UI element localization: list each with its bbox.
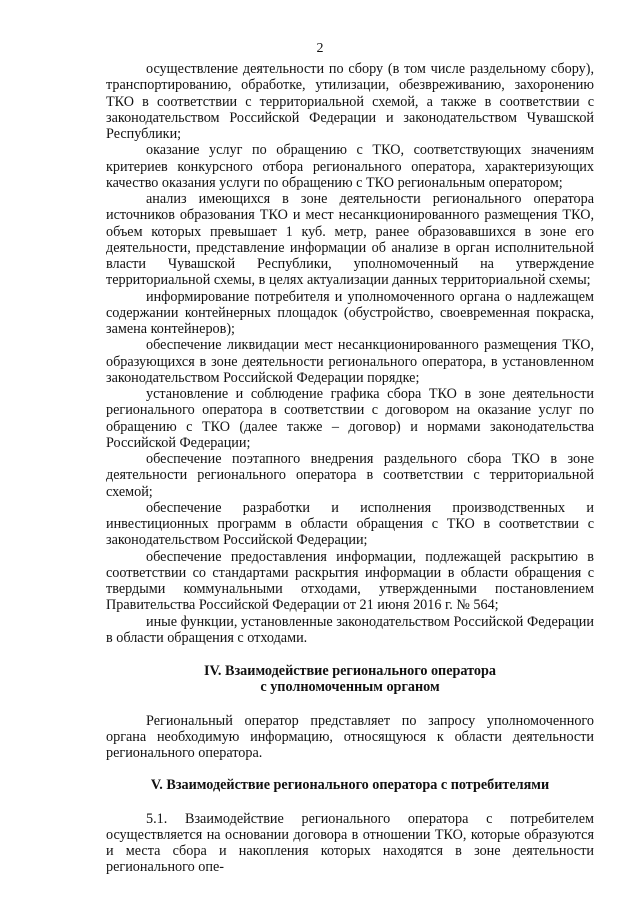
paragraph-source-analysis: анализ имеющихся в зоне деятельности регионального оператора источников образования ТКО и мест несанкционированного размещения ТКО, объем которых превышает 1 куб. метр, ранее образовавшихся в зоне его деятельности, представление информации об анализе в орган исполнительной власти Чувашской Республики, уполномоченный на утверждение территориальной схемы, в целях актуализации данных территориальной схемы; (106, 191, 594, 289)
paragraph-investment-programs: обеспечение разработки и исполнения производственных и инвестиционных программ в области обращения с ТКО в соответствии с законодательством Российской Федерации; (106, 499, 594, 549)
section-5-heading: V. Взаимодействие регионального оператора с потребителями (150, 777, 550, 794)
paragraph-separate-collection: обеспечение поэтапного внедрения раздельного сбора ТКО в зоне деятельности регионального оператора в соответствии с территориальной схемой; (106, 451, 594, 500)
paragraph-informing-consumers: информирование потребителя и уполномоченного органа о надлежащем содержании контейнерных площадок (обустройство, своевременная покраска, замена контейнеров); (106, 288, 594, 337)
section-4-heading-line-2: с уполномоченным органом (260, 679, 440, 696)
paragraph-collection-schedule: установление и соблюдение графика сбора ТКО в зоне деятельности регионального оператора в соответствии с договором на оказание услуг по обращению с ТКО (далее также – договор) и нормами законодательства Российской Федерации; (106, 386, 594, 451)
paragraph-other-functions: иные функции, установленные законодательством Российской Федерации в области обращения с отходами. (106, 613, 594, 646)
section-5-paragraph: 5.1. Взаимодействие регионального оператора с потребителем осуществляется на основании договора в отношении ТКО, которые образуются и места сбора и накопления которых находятся в зоне деятельности регионального опе- (106, 810, 594, 876)
document-body (106, 61, 594, 876)
paragraph-service-provision: оказание услуг по обращению с ТКО, соответствующих значениям критериев конкурсного отбора регионального оператора, характеризующих качество оказания услуги по обращению с ТКО региональным оператором; (106, 142, 594, 191)
section-4-heading-line-1: IV. Взаимодействие регионального оператора (203, 663, 496, 679)
section-4-paragraph: Региональный оператор представляет по запросу уполномоченного органа необходимую информацию, относящуюся к области деятельности регионального оператора. (106, 712, 594, 761)
paragraph-unauthorized-dump-removal: обеспечение ликвидации мест несанкционированного размещения ТКО, образующихся в зоне деятельности регионального оператора, в установленном законодательством Российской Федерации порядке; (106, 337, 594, 386)
page-number: 2 (316, 41, 324, 56)
paragraph-collection-duties: осуществление деятельности по сбору (в том числе раздельному сбору), транспортированию, обработке, утилизации, обезвреживанию, захоронению ТКО в соответствии с территориальной схемой, а также в соответствии с законодательством Российской Федерации и законодательством Чувашской Республики; (106, 61, 594, 142)
paragraph-information-disclosure: обеспечение предоставления информации, подлежащей раскрытию в соответствии со стандартами раскрытия информации в области обращения с твердыми коммунальными отходами, утвержденными постановлением Правительства Российской Федерации от 21 июня 2016 г. № 564; (106, 548, 594, 614)
